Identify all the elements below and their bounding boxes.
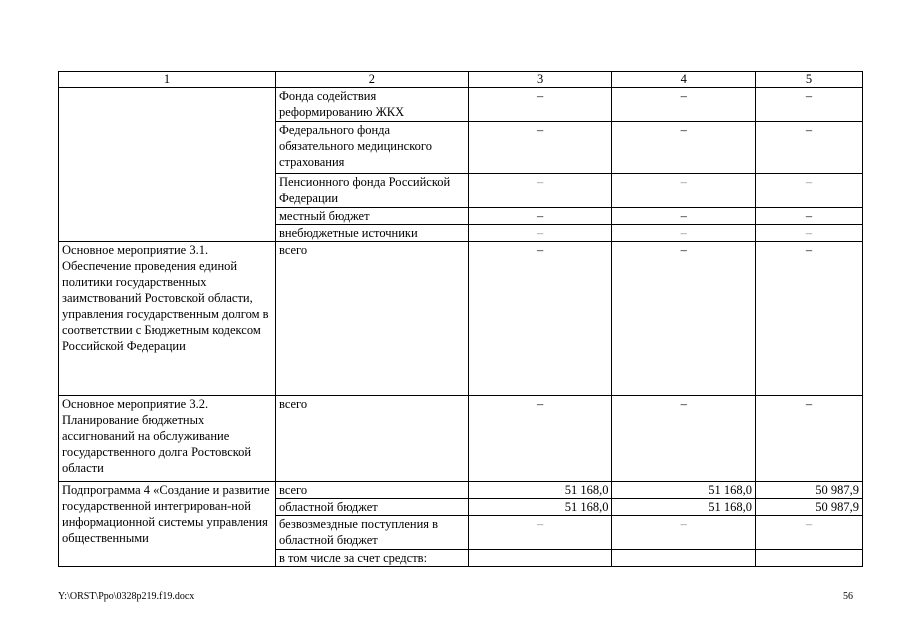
table-row — [59, 88, 863, 122]
source-cell: в том числе за счет средств: — [275, 550, 468, 567]
program-cell-empty — [59, 88, 276, 242]
value-cell: 51 168,0 — [468, 499, 612, 516]
header-cell: 3 — [468, 72, 612, 88]
budget-table — [58, 71, 863, 567]
value-cell: – — [612, 174, 756, 208]
value-cell: – — [468, 396, 612, 482]
value-cell: 50 987,9 — [756, 482, 863, 499]
value-cell: – — [612, 396, 756, 482]
source-cell: всего — [275, 396, 468, 482]
value-cell: – — [756, 174, 863, 208]
table-row — [59, 396, 863, 482]
value-cell — [468, 550, 612, 567]
source-cell: всего — [275, 482, 468, 499]
value-cell: 51 168,0 — [612, 499, 756, 516]
value-cell: – — [756, 242, 863, 396]
value-cell: – — [612, 242, 756, 396]
value-cell: – — [612, 88, 756, 122]
value-cell: – — [612, 225, 756, 242]
table-row — [59, 482, 863, 499]
source-cell: всего — [275, 242, 468, 396]
header-cell: 2 — [275, 72, 468, 88]
footer-page-number: 56 — [843, 591, 853, 602]
source-cell: безвозмездные поступления в областной бюджет — [275, 516, 468, 550]
value-cell — [612, 550, 756, 567]
footer-file-path: Y:\ORST\Ppo\0328p219.f19.docx — [58, 591, 195, 602]
program-cell: Основное мероприятие 3.1. Обеспечение проведения единой политики государственных заимствований Ростовской области, управления государственным долгом в соответствии с Бюджетным кодексом Российской Федерации — [59, 242, 276, 396]
value-cell: – — [612, 122, 756, 174]
value-cell: – — [756, 88, 863, 122]
value-cell: – — [468, 208, 612, 225]
source-cell: Фонда содействия реформированию ЖКХ — [275, 88, 468, 122]
value-cell: 51 168,0 — [468, 482, 612, 499]
value-cell: – — [468, 174, 612, 208]
source-cell: Федерального фонда обязательного медицинского страхования — [275, 122, 468, 174]
value-cell: 50 987,9 — [756, 499, 863, 516]
value-cell: – — [756, 396, 863, 482]
header-cell: 4 — [612, 72, 756, 88]
value-cell: – — [468, 225, 612, 242]
value-cell: – — [756, 208, 863, 225]
value-cell: – — [756, 122, 863, 174]
source-cell: Пенсионного фонда Российской Федерации — [275, 174, 468, 208]
value-cell: – — [612, 516, 756, 550]
program-cell: Подпрограмма 4 «Создание и развитие государственной интегрирован-ной информационной системы управления общественными — [59, 482, 276, 567]
value-cell: – — [756, 225, 863, 242]
source-cell: местный бюджет — [275, 208, 468, 225]
value-cell: – — [612, 208, 756, 225]
source-cell: внебюджетные источники — [275, 225, 468, 242]
value-cell: – — [468, 122, 612, 174]
table-row — [59, 242, 863, 396]
header-cell: 1 — [59, 72, 276, 88]
header-cell: 5 — [756, 72, 863, 88]
value-cell: – — [468, 242, 612, 396]
program-cell: Основное мероприятие 3.2. Планирование бюджетных ассигнований на обслуживание государственного долга Ростовской области — [59, 396, 276, 482]
table-header-row — [59, 72, 863, 88]
source-cell: областной бюджет — [275, 499, 468, 516]
value-cell: – — [468, 88, 612, 122]
value-cell: 51 168,0 — [612, 482, 756, 499]
value-cell — [756, 550, 863, 567]
value-cell: – — [756, 516, 863, 550]
value-cell: – — [468, 516, 612, 550]
